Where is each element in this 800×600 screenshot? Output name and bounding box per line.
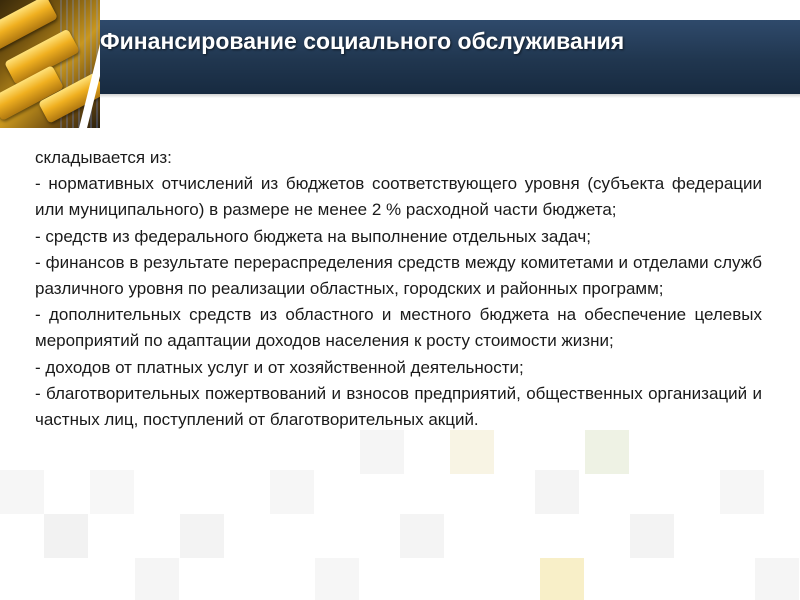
intro-text: складывается из:	[35, 148, 172, 167]
page-title: Финансирование социального обслуживания	[100, 28, 625, 54]
background-tile-mosaic	[0, 430, 800, 600]
list-item: - дополнительных средств из областного и местного бюджета на обеспечение целевых мероприятий по адаптации доходов населения к росту стоимости жизни;	[35, 305, 762, 351]
list-item: - средств из федерального бюджета на выполнение отдельных задач;	[35, 226, 591, 246]
list-item: - доходов от платных услуг и от хозяйственной деятельности;	[35, 357, 524, 377]
list-item: - финансов в результате перераспределения средств между комитетами и отделами служб различного уровня по реализации областных, городских и районных программ;	[35, 252, 762, 299]
list-item: - благотворительных пожертвований и взносов предприятий, общественных организаций и частных лиц, поступлений от благотворительных акций.	[35, 383, 762, 430]
list-item: - нормативных отчислений из бюджетов соответствующего уровня (субъекта федерации или муниципального) в размере не менее 2 % расходной части бюджета;	[35, 174, 762, 220]
title-band-shadow	[100, 94, 800, 98]
slide-body	[35, 145, 762, 433]
